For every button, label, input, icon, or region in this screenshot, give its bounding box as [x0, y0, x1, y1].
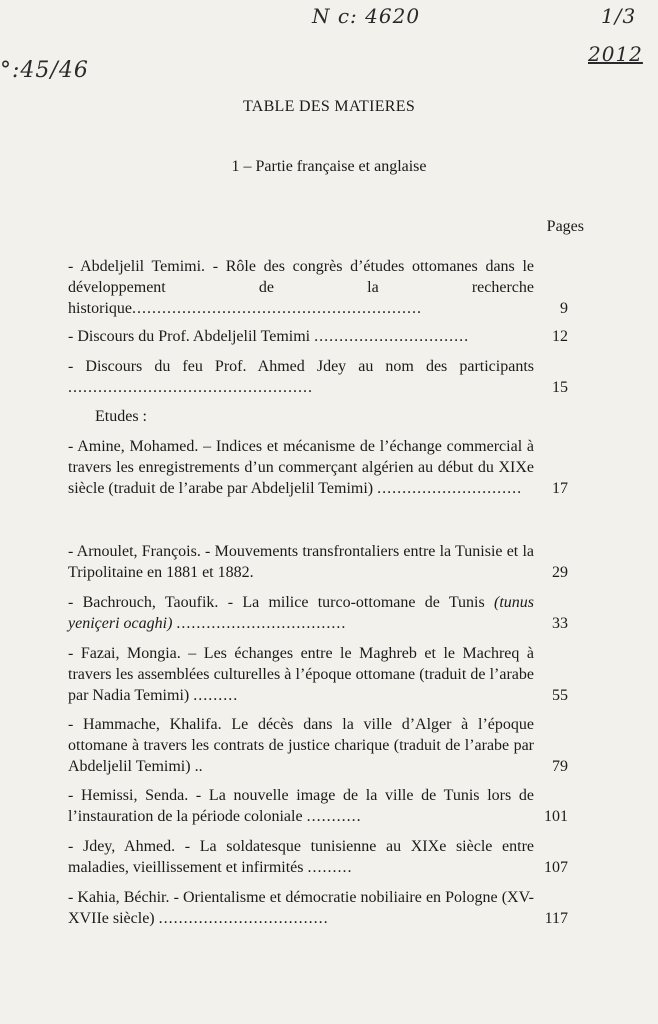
toc-entry-title: - Kahia, Béchir. - Orientalisme et démocratie nobiliaire en Pologne (XV-XVIIe siècle)	[68, 889, 534, 927]
section-subtitle: 1 – Partie française et anglaise	[231, 158, 427, 175]
toc-entry-page: 55	[552, 687, 568, 704]
handwritten-year: 2012	[588, 42, 643, 66]
toc-entry-page: 107	[544, 859, 568, 876]
handwritten-volume: 1/3	[601, 4, 637, 28]
toc-entry-title: - Jdey, Ahmed. - La soldatesque tunisienne au XIXe siècle entre maladies, vieillissement et infirmités	[68, 838, 534, 876]
toc-entry-title: - Bachrouch, Taoufik. - La milice turco-ottomane de Tunis	[68, 594, 485, 611]
toc-entry	[68, 714, 568, 777]
handwritten-shelf-mark: °:45/46	[0, 58, 89, 83]
toc-entry: - Discours du feu Prof. Ahmed Jdey au nom des participants ................................................. 15	[68, 358, 568, 396]
toc-entry-title: - Hemissi, Senda. - La nouvelle image de la ville de Tunis lors de l’instauration de la période coloniale	[68, 787, 534, 825]
toc-entry-page: 17	[552, 480, 568, 497]
toc-entry: - Jdey, Ahmed. - La soldatesque tunisienne au XIXe siècle entre maladies, vieillissement et infirmités ......... 107	[68, 838, 568, 876]
toc-entry: - Bachrouch, Taoufik. - La milice turco-ottomane de Tunis (tunus yeniçeri ocaghi) .................................. 33	[68, 594, 568, 632]
toc-entry-page: 33	[552, 615, 568, 632]
toc-entry-page: 117	[544, 910, 568, 927]
toc-entry-title: - Amine, Mohamed. – Indices et mécanisme de l’échange commercial à travers les enregistrements d’un commerçant algérien au début du XIXe siècle (traduit de l’arabe par Abdeljelil Temimi)	[68, 438, 534, 497]
toc-entry-italic: (tunus yeniçeri ocaghi)	[68, 594, 535, 632]
toc-entry: - Amine, Mohamed. – Indices et mécanisme de l’échange commercial à travers les enregistrements d’un commerçant algérien au début du XIXe siècle (traduit de l’arabe par Abdeljelil Temimi) ............................. 17	[68, 438, 568, 497]
etudes-label: Etudes :	[95, 408, 147, 425]
toc-entry-title: - Arnoulet, François. - Mouvements transfrontaliers entre la Tunisie et la Tripolitaine en 1881 et 1882.	[68, 543, 534, 581]
toc-entry-page: 79	[552, 758, 568, 775]
toc-entry-page: 15	[552, 379, 568, 396]
toc-entry: - Abdeljelil Temimi. - Rôle des congrès d’études ottomanes dans le développement de la recherche historique.......................................................... 9	[68, 258, 568, 317]
toc-entry-title: - Fazai, Mongia. – Les échanges entre le Maghreb et le Machreq à travers les assemblées culturelles à l’époque ottomane (traduit de l’arabe par Nadia Temimi)	[68, 645, 534, 704]
toc-entry: - Kahia, Béchir. - Orientalisme et démocratie nobiliaire en Pologne (XV-XVIIe siècle) .................................. 117	[68, 889, 568, 927]
page-title: TABLE DES MATIERES	[242, 98, 416, 115]
toc-entry: - Fazai, Mongia. – Les échanges entre le Maghreb et le Machreq à travers les assemblées culturelles à l’époque ottomane (traduit de l’arabe par Nadia Temimi) ......... 55	[68, 645, 568, 704]
toc-entry-title: - Discours du feu Prof. Ahmed Jdey au nom des participants	[68, 358, 534, 375]
pages-column-label: Pages	[546, 218, 584, 235]
toc-entry-page: 9	[560, 300, 568, 317]
handwritten-call-number: N c: 4620	[312, 4, 421, 28]
toc-entry-page: 101	[544, 808, 568, 825]
toc-entry-title: - Hammache, Khalifa. Le décès dans la ville d’Alger à l’époque ottomane à travers les contrats de justice charique (traduit de l’arabe par Abdeljelil Temimi) ..	[68, 716, 534, 775]
toc-entry: - Hemissi, Senda. - La nouvelle image de la ville de Tunis lors de l’instauration de la période coloniale ........... 101	[68, 787, 568, 825]
toc-entry	[68, 541, 568, 583]
toc-entry-page: 12	[552, 328, 568, 345]
toc-entry: - Discours du Prof. Abdeljelil Temimi ............................... 12	[68, 328, 568, 345]
toc-entry-page: 29	[552, 564, 568, 581]
toc-entry-title: - Abdeljelil Temimi. - Rôle des congrès d’études ottomanes dans le développement de la recherche historique	[68, 258, 534, 317]
toc-entry-title: - Discours du Prof. Abdeljelil Temimi	[68, 328, 311, 345]
